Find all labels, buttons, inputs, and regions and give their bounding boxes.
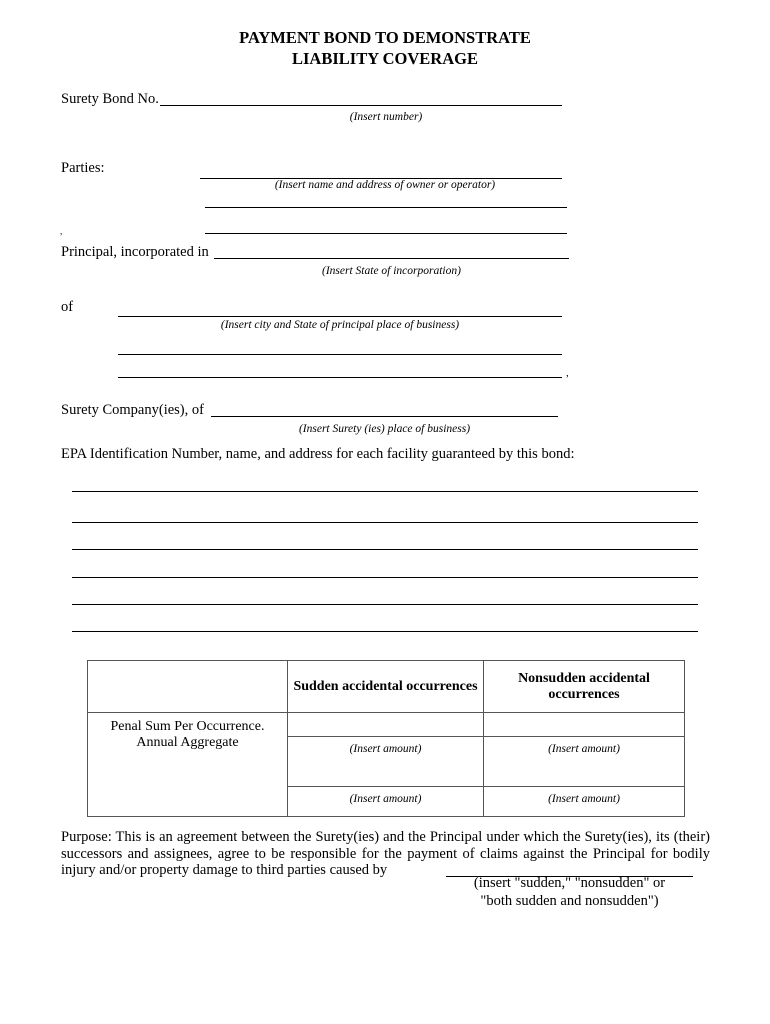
facility-info-input-1[interactable] xyxy=(72,475,698,492)
nonsudden-per-occurrence-input[interactable] xyxy=(484,716,688,733)
facility-info-input-3[interactable] xyxy=(72,533,698,550)
owner-operator-name-input[interactable] xyxy=(200,162,562,179)
nonsudden-aggregate-cell[interactable] xyxy=(484,737,685,787)
principal-address-input-2[interactable] xyxy=(118,361,562,378)
occurrence-type-hint-2: "both sudden and nonsudden") xyxy=(480,893,659,909)
owner-operator-hint: (Insert name and address of owner or operator) xyxy=(274,179,496,191)
surety-place-of-business-input[interactable] xyxy=(211,400,558,417)
sudden-per-occurrence-input[interactable] xyxy=(288,716,487,733)
principal-place-of-business-hint: (Insert city and State of principal place of business) xyxy=(220,319,460,331)
penal-sum-row-label xyxy=(88,713,288,817)
sudden-amount-hint-2: (Insert amount) xyxy=(349,793,422,805)
sudden-accidental-header: Sudden accidental occurrences xyxy=(288,661,484,713)
nonsudden-amount-hint-2: (Insert amount) xyxy=(548,793,620,805)
trailing-comma: , xyxy=(566,367,569,379)
owner-operator-address-input-1[interactable] xyxy=(205,191,567,208)
annual-aggregate-label: Annual Aggregate xyxy=(136,735,239,750)
form-title-line-1: PAYMENT BOND TO DEMONSTRATE xyxy=(239,28,531,47)
sudden-amount-hint-1: (Insert amount) xyxy=(349,743,422,755)
occurrence-type-hint-1: (insert "sudden," "nonsudden" or xyxy=(473,875,666,891)
purpose-paragraph: Purpose: This is an agreement between the Surety(ies) and the Principal under which the Surety(ies), its (their) successors and assignees, agree to be responsible for the payment of claims against the Principal for bodily injury and/or property damage to third parties caused by xyxy=(61,829,710,878)
state-of-incorporation-hint: (Insert State of incorporation) xyxy=(322,265,461,277)
sudden-aggregate-cell[interactable] xyxy=(288,737,484,787)
nonsudden-extra-cell[interactable] xyxy=(484,787,685,817)
principal-label: Principal, incorporated in xyxy=(61,244,209,260)
table-empty-corner-cell xyxy=(88,661,288,713)
of-label: of xyxy=(61,299,74,315)
surety-company-label: Surety Company(ies), of xyxy=(61,402,204,418)
facility-info-input-6[interactable] xyxy=(72,615,698,632)
facility-info-input-5[interactable] xyxy=(72,588,698,605)
sudden-per-occurrence-cell[interactable] xyxy=(288,713,484,737)
form-title-line-2: LIABILITY COVERAGE xyxy=(292,49,478,68)
surety-bond-number-hint: (Insert number) xyxy=(349,111,423,123)
penal-sum-table xyxy=(87,660,685,817)
nonsudden-accidental-header: Nonsudden accidental occurrences xyxy=(484,661,685,713)
nonsudden-per-occurrence-cell[interactable] xyxy=(484,713,685,737)
penal-sum-per-occurrence-label: Penal Sum Per Occurrence. xyxy=(110,719,265,734)
surety-bond-number-label: Surety Bond No. xyxy=(61,91,159,107)
surety-bond-number-input[interactable] xyxy=(160,89,562,106)
parties-label: Parties: xyxy=(61,160,105,176)
epa-identification-label: EPA Identification Number, name, and address for each facility guaranteed by this bond: xyxy=(61,446,575,462)
nonsudden-amount-hint-1: (Insert amount) xyxy=(548,743,620,755)
owner-operator-address-input-2[interactable] xyxy=(205,217,567,234)
stray-comma-mark: , xyxy=(60,226,63,236)
surety-place-of-business-hint: (Insert Surety (ies) place of business) xyxy=(298,423,471,435)
principal-place-of-business-input[interactable] xyxy=(118,300,562,317)
sudden-extra-cell[interactable] xyxy=(288,787,484,817)
state-of-incorporation-input[interactable] xyxy=(214,242,569,259)
facility-info-input-2[interactable] xyxy=(72,506,698,523)
principal-address-input-1[interactable] xyxy=(118,338,562,355)
facility-info-input-4[interactable] xyxy=(72,561,698,578)
